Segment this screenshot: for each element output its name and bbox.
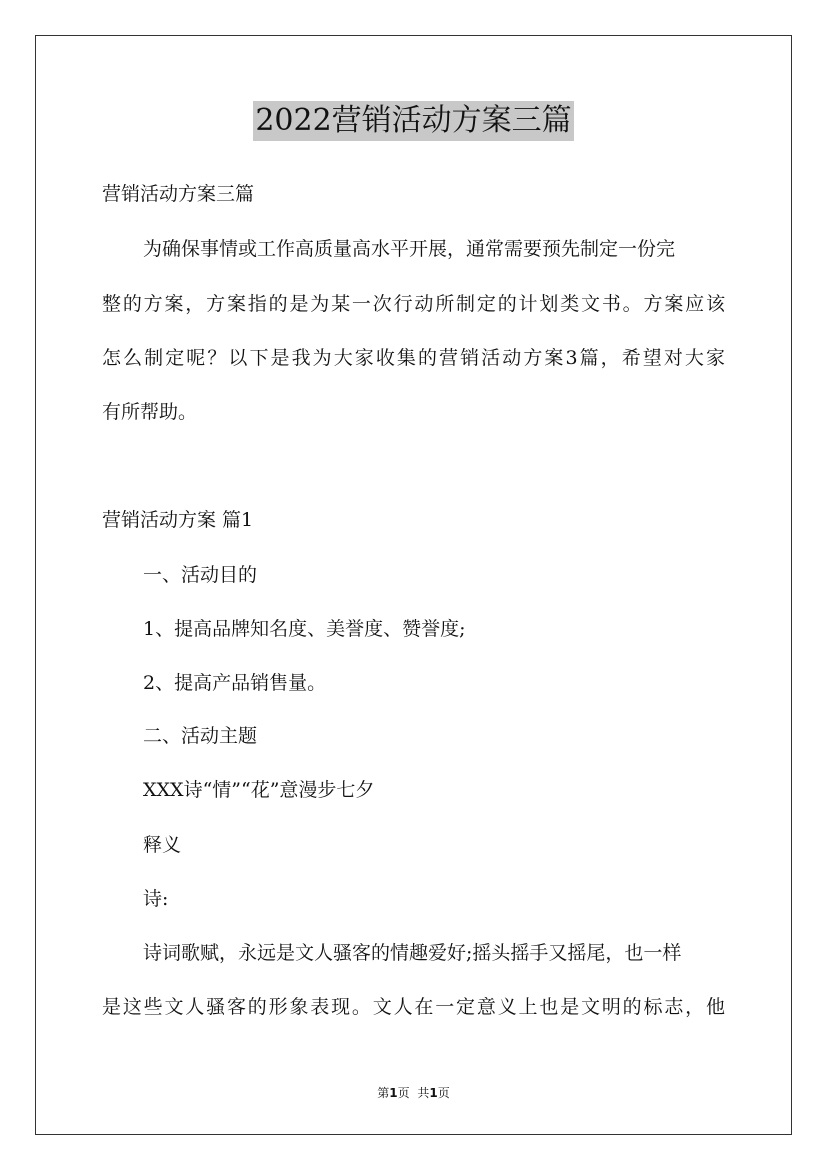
footer-total-prefix: 共 [417,1086,430,1100]
list-item: 二、活动主题 [143,725,258,747]
subtitle: 营销活动方案三篇 [102,183,255,205]
title-container [0,101,827,141]
intro-line-4: 有所帮助。 [102,401,198,423]
footer-page-prefix: 第 [377,1086,390,1100]
list-item: 1、提高品牌知名度、美誉度、赞誉度; [143,618,466,640]
list-item: 释义 [143,834,182,856]
page-footer [0,1085,827,1101]
list-item: 一、活动目的 [143,564,258,586]
list-item: 诗: [143,888,169,910]
section-heading: 营销活动方案 篇1 [102,509,254,531]
body-line-2: 是这些文人骚客的形象表现。文人在一定意义上也是文明的标志，他 [102,996,725,1018]
footer-total-suffix: 页 [437,1086,450,1100]
intro-line-1: 为确保事情或工作高质量高水平开展，通常需要预先制定一份完 [143,238,676,260]
footer-page-number: 1 [389,1086,398,1100]
list-item: 2、提高产品销售量。 [143,672,327,694]
footer-total-number: 1 [429,1086,438,1100]
document-title: 2022营销活动方案三篇 [253,101,573,141]
list-item: XXX诗“情”“花”意漫步七夕 [143,779,375,801]
intro-line-3: 怎么制定呢？以下是我为大家收集的营销活动方案3篇，希望对大家 [102,347,725,369]
footer-page-suffix: 页 [397,1086,410,1100]
body-line-1: 诗词歌赋，永远是文人骚客的情趣爱好;摇头摇手又摇尾，也一样 [143,942,682,964]
intro-line-2: 整的方案，方案指的是为某一次行动所制定的计划类文书。方案应该 [102,293,725,315]
